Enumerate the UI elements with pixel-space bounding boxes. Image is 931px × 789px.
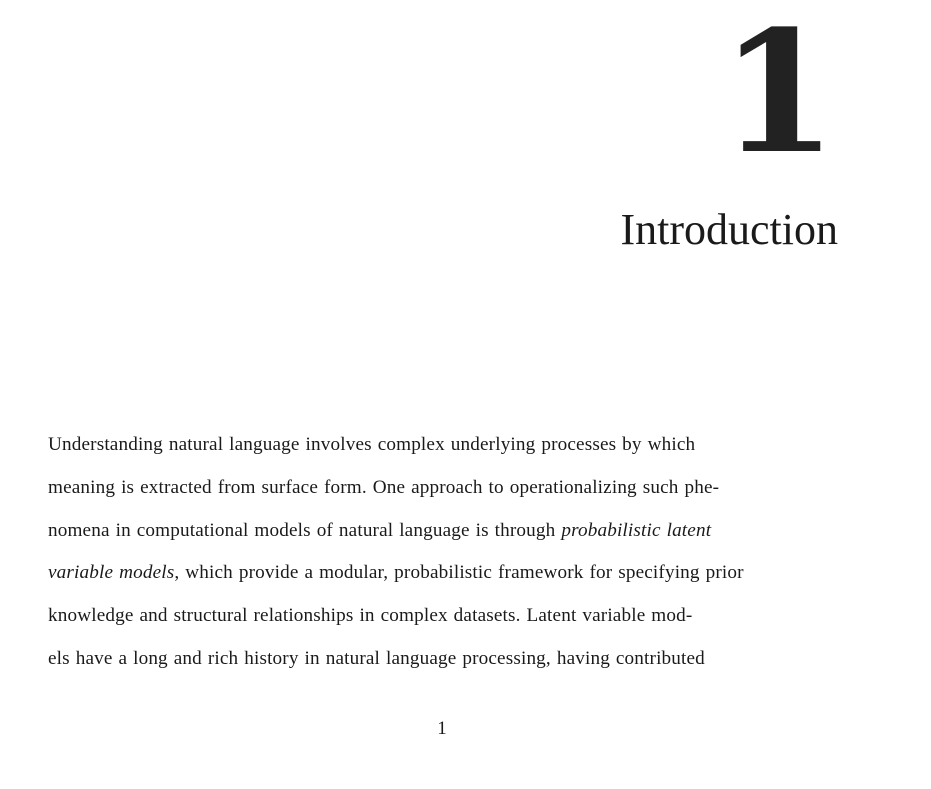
paragraph-line-1 <box>48 430 840 473</box>
line-text: els have a long and rich history in natural language processing, having contributed <box>48 647 705 669</box>
chapter-title: Introduction <box>620 205 838 254</box>
paragraph-line-3 <box>48 516 840 559</box>
italic-term: probabilistic latent <box>561 519 712 541</box>
line-text: , which provide a modular, probabilistic framework for specifying prior <box>174 562 744 584</box>
paragraph-line-2 <box>48 473 840 516</box>
paragraph-line-6 <box>48 644 840 687</box>
body-paragraph <box>48 430 840 687</box>
paragraph-line-4 <box>48 558 840 601</box>
page-number: 1 <box>437 718 447 739</box>
line-text: knowledge and structural relationships in complex datasets. Latent variable mod- <box>48 605 693 627</box>
line-text: nomena in computational models of natural language is through <box>48 519 562 541</box>
line-text: meaning is extracted from surface form. One approach to operationalizing such phe- <box>48 476 720 498</box>
paragraph-line-5 <box>48 601 840 644</box>
chapter-number: 1 <box>720 0 833 191</box>
line-text: Understanding natural language involves complex underlying processes by which <box>48 434 696 455</box>
italic-term: variable models <box>48 562 175 584</box>
